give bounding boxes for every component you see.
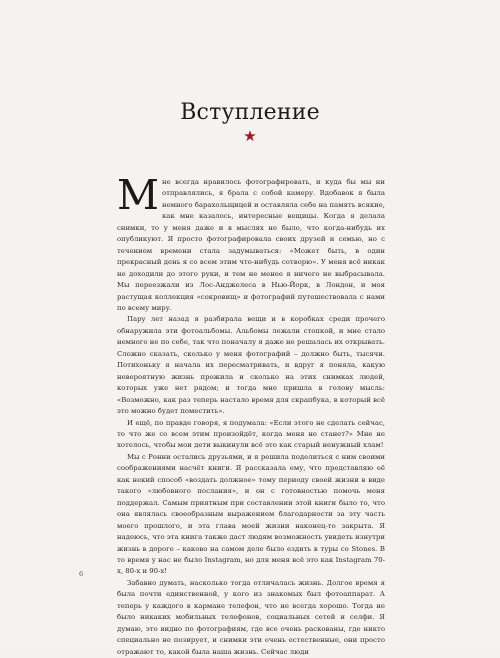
paragraph: Пару лет назад я разбирала вещи и в коробках среди прочего обнаружила эти фотоальбомы. Альбомы лежали стопкой, и мне стало немного не по себе, так что поначалу я даже не решалась их открывать. Сложно сказать, сколько у меня фотографий – должно быть, тысячи. Потихоньку я начала их пересматривать, и вдруг я поняла, какую невероятную жизнь прожила и сколько на этих снимках людей, которых уже нет рядом; и тогда мне пришла в голову мысль: «Возможно, как раз теперь настало время для скрапбука, в который всё это можно будет поместить». (117, 315, 385, 416)
paragraph: Забавно думать, насколько тогда отличалась жизнь. Долгое время я была почти единственной, у кого из знакомых был фотоаппарат. А теперь у каждого в кармане телефон, что не всегда хорошо. Тогда не было никаких мобильных телефонов, социальных сетей и селфи. Я думаю, это видно по фотографиям, где все очень раскованы, где никто специально не позирует, и снимки эти очень естественные, они просто отражают то, какой была наша жизнь. Сейчас люди (117, 578, 385, 656)
drop-cap: М (117, 171, 159, 219)
paragraph: Мы с Ронни остались друзьями, и я решила поделиться с ним своими соображениями насчёт книги. Я рассказала ему, что представляю её как некий способ «воздать должное» тому периоду своей жизни в виде такого «любовного послания», и он с готовностью помочь меня поддержал. Самым приятным при составлении этой книги было то, что она являлась своеобразным выражением благодарности за эту часть моего прошлого, и эта глава моей жизни наконец-то закрыта. Я надеюсь, что эта книга также даст людям возможность увидеть изнутри жизнь в дороге – каково на самом деле было ездить в туры со Stones. В то время у нас не было Instagram, но для меня всё это как Instagram 70-х, 80-х и 90-х! (117, 452, 385, 576)
paragraph (117, 171, 385, 314)
chapter-title: Вступление (180, 100, 320, 125)
page-number: 6 (79, 570, 84, 578)
paragraph: И ещё, по правде говоря, я подумала: «Если этого не сделать сейчас, то что же со всем этим произойдёт, когда меня не станет?» Мне не хотелось, чтобы мои дети выкинули всё это как старый ненужный хлам! (117, 418, 385, 450)
body-text (117, 171, 385, 658)
star-ornament-icon: ★ (243, 127, 257, 145)
paragraph-text: не всегда нравилось фотографировать, и куда бы мы ни отправлялись, я брала с собой камеру. Вдобавок я была немного барахольщицей и оставляла себе на память всякие, как мне казалось, интересные вещицы. Когда я делала снимки, то у меня даже и в мыслях не было, что когда-нибудь их опубликуют. Я просто фотографировала своих друзей и семью, но с течением времени стала задумываться: «Может быть, в один прекрасный день я со всем этим что-нибудь сотворю». У меня всё никак не доходили до этого руки, и тем не менее я ничего не выбрасывала. Мы переезжали из Лос-Анджелеса в Нью-Йорк, в Лондон, и моя растущая коллекция «сокровищ» и фотографий путешествовала с нами по всему миру. (117, 178, 385, 312)
